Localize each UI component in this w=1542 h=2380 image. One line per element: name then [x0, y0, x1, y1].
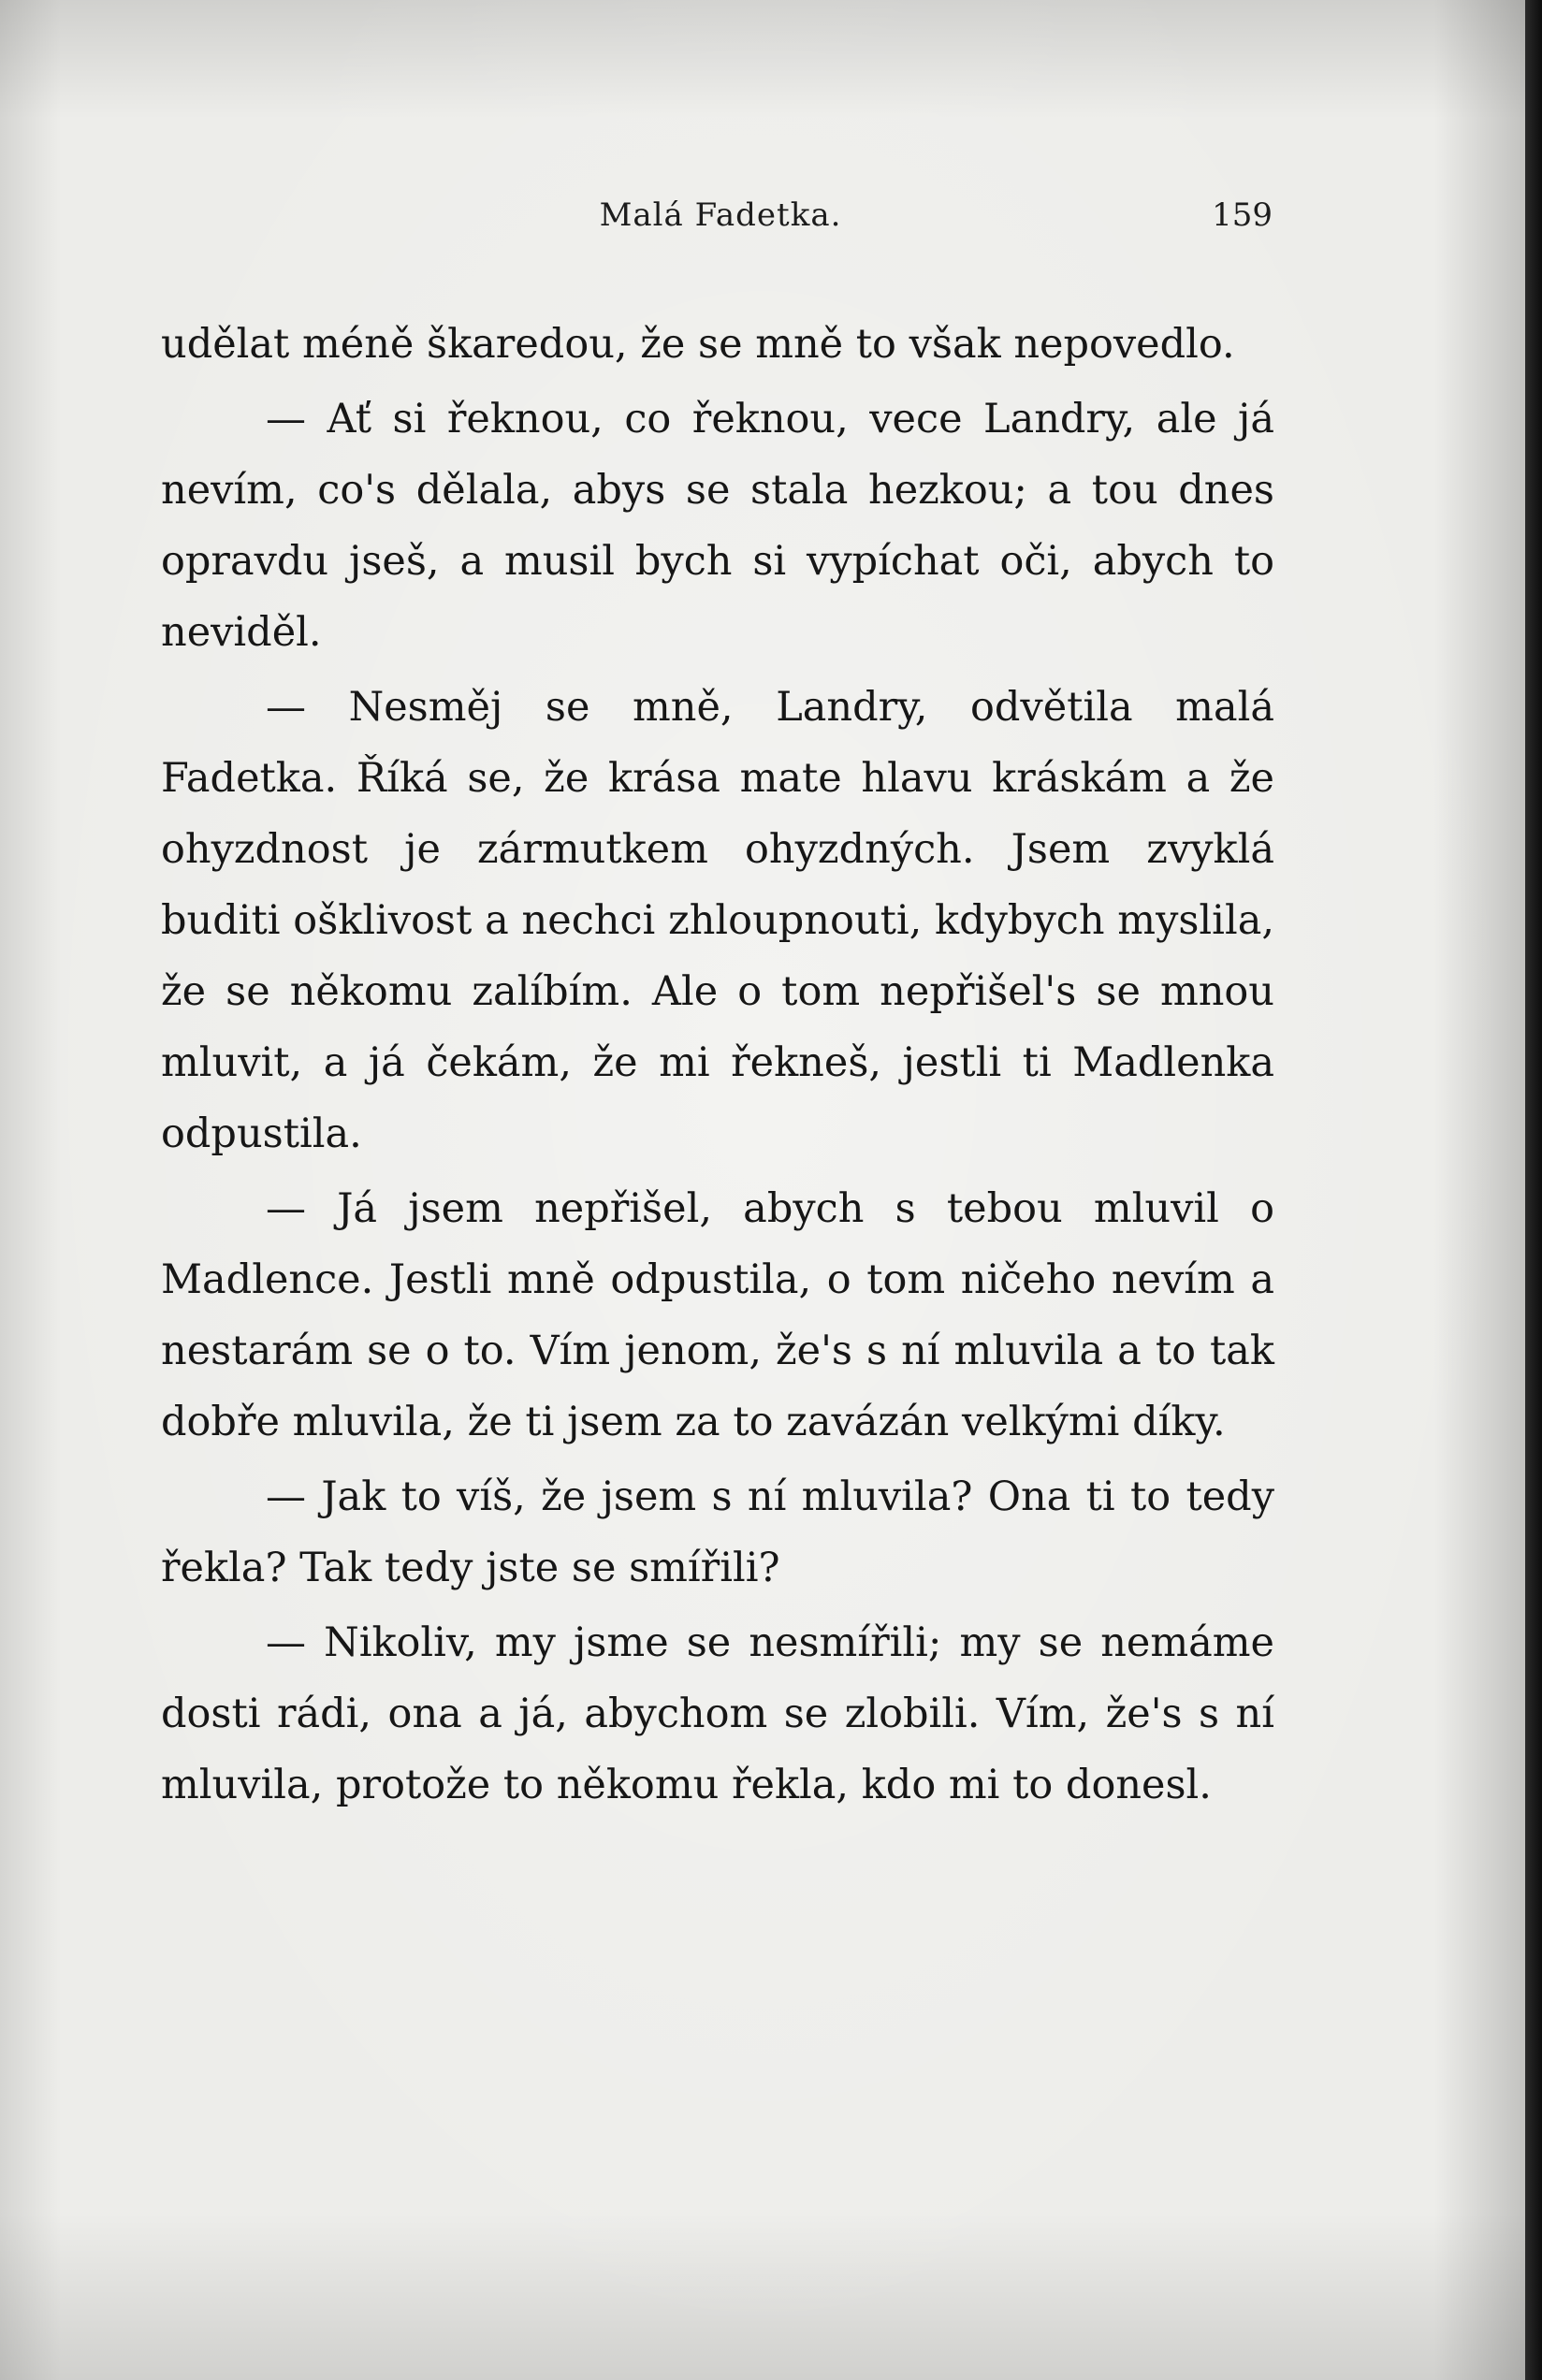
running-title: Malá Fadetka. [599, 196, 842, 234]
paragraph: — Jak to víš, že jsem s ní mluvila? Ona ti to tedy řekla? Tak tedy jste se smířili? [161, 1473, 1274, 1591]
page-header [168, 196, 1273, 253]
paragraph: — Ať si řeknou, co řeknou, vece Landry, ale já nevím, co's dělala, abys se stala hezkou; a tou dnes opravdu jseš, a musil bych si vypíchat oči, abych to neviděl. [161, 396, 1274, 656]
body-text [161, 309, 1274, 1824]
paragraph: udělat méně škaredou, že se mně to však nepovedlo. [161, 321, 1235, 368]
paragraph: — Nesměj se mně, Landry, odvětila malá Fadetka. Říká se, že krása mate hlavu kráskám a že ohyzdnost je zármutkem ohyzdných. Jsem zvyklá buditi ošklivost a nechci zhloupnouti, kdybych myslila, že se někomu zalíbím. Ale o tom nepřišel's se mnou mluvit, a já čekám, že mi řekneš, jestli ti Madlenka odpustila. [161, 684, 1274, 1157]
page-number: 159 [1212, 196, 1273, 234]
paragraph: — Já jsem nepřišel, abych s tebou mluvil o Madlence. Jestli mně odpustila, o tom ničeho nevím a nestarám se o to. Vím jenom, že's s ní mluvila a to tak dobře mluvila, že ti jsem za to zavázán velkými díky. [161, 1185, 1274, 1445]
page-edge-shadow [1525, 0, 1542, 2380]
paragraph: — Nikoliv, my jsme se nesmířili; my se nemáme dosti rádi, ona a já, abychom se zlobili. Vím, že's s ní mluvila, protože to někomu řekla, kdo mi to donesl. [161, 1619, 1274, 1808]
